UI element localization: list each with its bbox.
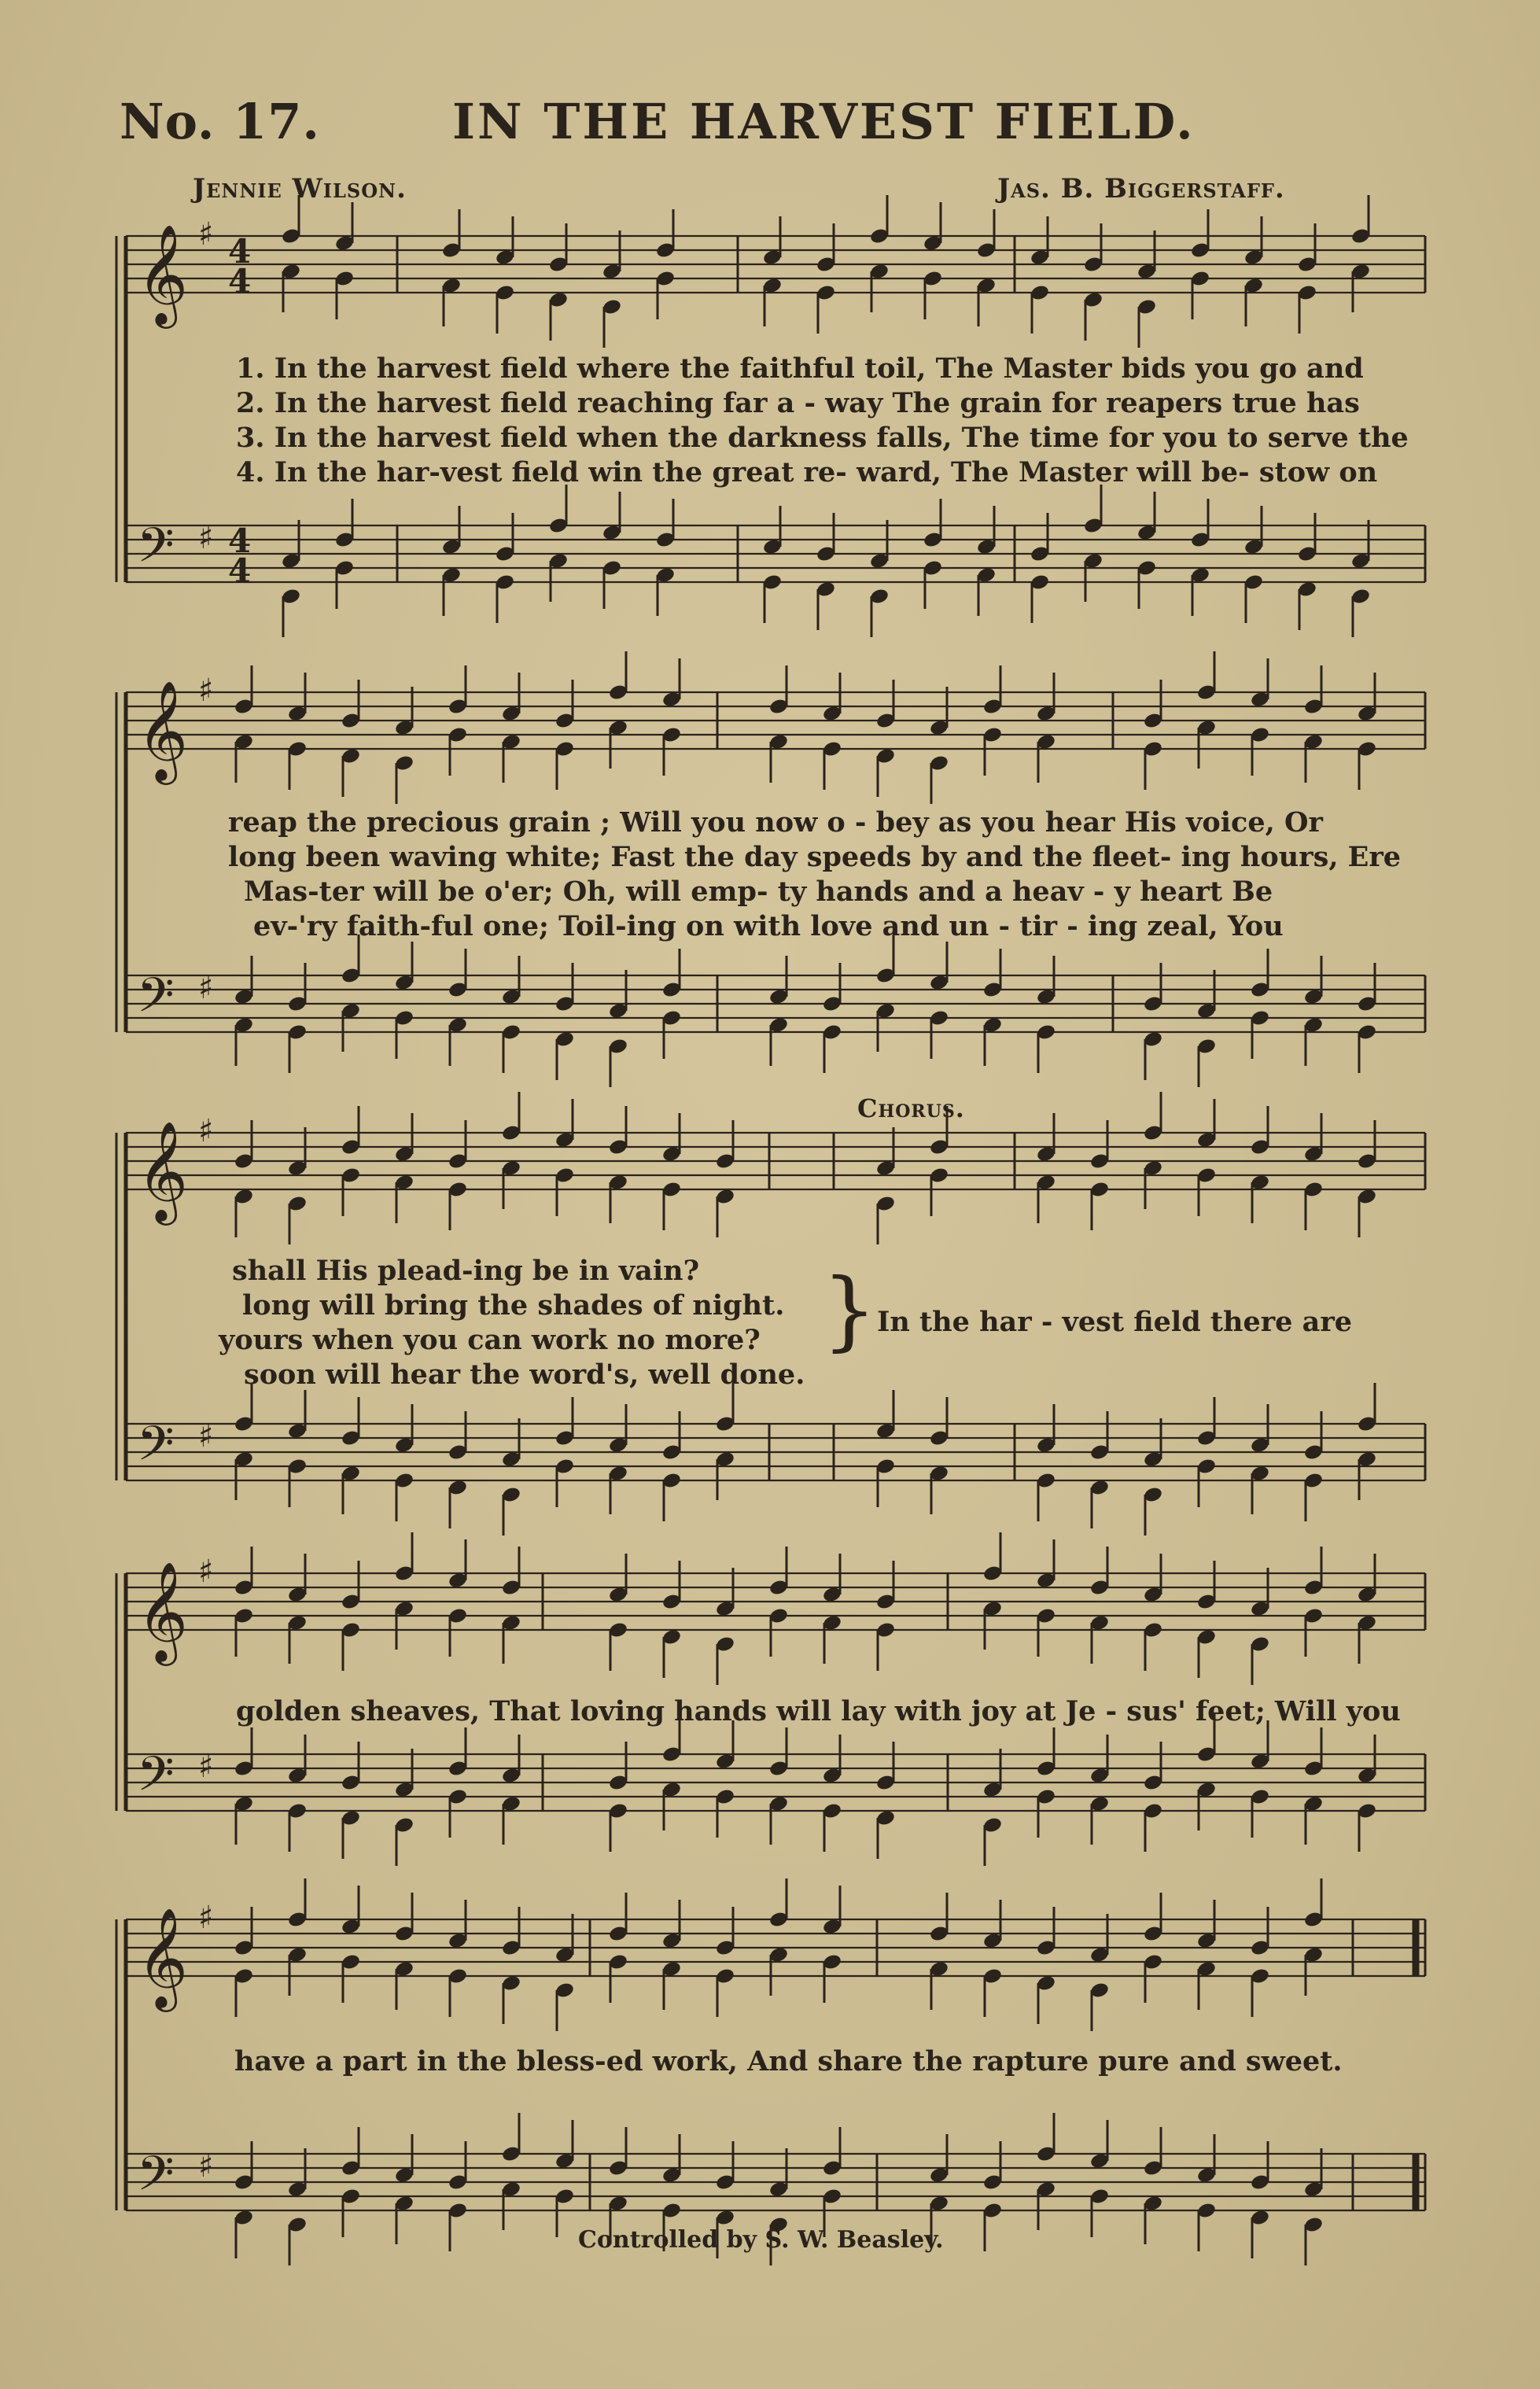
verse-2-line-1: 2. In the harvest field reaching far a - way The grain for reapers true has — [236, 387, 1360, 419]
key-signature-sharp: ♯ — [198, 1748, 214, 1785]
key-signature-sharp: ♯ — [198, 672, 214, 709]
bass-clef: 𝄢 — [137, 968, 175, 1035]
treble-clef: 𝄞 — [137, 223, 189, 324]
composer-credit: Jas. B. Biggerstaff. — [997, 173, 1285, 205]
hymn-number: No. 17. — [120, 93, 320, 150]
key-signature-sharp: ♯ — [198, 519, 214, 556]
verse-4-line-2: ev-'ry faith-ful one; Toil-ing on with love and un - tir - ing zeal, You — [253, 910, 1284, 942]
time-signature-top: 4 — [228, 232, 252, 271]
verse-3-line-2: Mas-ter will be o'er; Oh, will emp- ty hands and a heav - y heart Be — [244, 876, 1273, 908]
treble-clef: 𝄞 — [137, 1120, 189, 1221]
treble-clef: 𝄞 — [137, 1561, 189, 1661]
treble-clef: 𝄞 — [137, 1907, 189, 2007]
copyright-credit: Controlled by S. W. Beasley. — [578, 2226, 944, 2254]
verse-4-line-3: soon will hear the word's, well done. — [244, 1359, 805, 1391]
bass-clef: 𝄢 — [137, 1746, 175, 1814]
chorus-line-3: have a part in the bless-ed work, And share the rapture pure and sweet. — [234, 2045, 1343, 2077]
key-signature-sharp: ♯ — [198, 1112, 214, 1149]
verse-brace: } — [822, 1259, 877, 1360]
key-signature-sharp: ♯ — [198, 969, 214, 1006]
chorus-label: Chorus. — [857, 1093, 965, 1123]
hymn-title: IN THE HARVEST FIELD. — [452, 93, 1196, 150]
bass-clef: 𝄢 — [137, 2146, 175, 2214]
verse-3-line-3: yours when you can work no more? — [219, 1324, 761, 1356]
chorus-line-2: golden sheaves, That loving hands will lay with joy at Je - sus' feet; Will you — [236, 1695, 1401, 1727]
verse-1-line-2: reap the precious grain ; Will you now o - bey as you hear His voice, Or — [228, 806, 1323, 839]
verse-2-line-3: long will bring the shades of night. — [242, 1289, 785, 1322]
verse-2-line-2: long been waving white; Fast the day speeds by and the fleet- ing hours, Ere — [228, 841, 1402, 873]
chorus-line-1: In the har - vest field there are — [877, 1306, 1353, 1338]
time-signature-bottom: 4 — [228, 551, 252, 590]
key-signature-sharp: ♯ — [198, 1553, 214, 1590]
key-signature-sharp: ♯ — [198, 216, 214, 253]
key-signature-sharp: ♯ — [198, 1418, 214, 1454]
key-signature-sharp: ♯ — [198, 2148, 214, 2184]
key-signature-sharp: ♯ — [198, 1899, 214, 1936]
time-signature-top: 4 — [228, 522, 252, 560]
time-signature-bottom: 4 — [228, 262, 252, 300]
bass-clef: 𝄢 — [137, 518, 175, 585]
verse-1-line-3: shall His plead-ing be in vain? — [232, 1255, 700, 1287]
bass-clef: 𝄢 — [137, 1416, 175, 1484]
verse-1-line-1: 1. In the harvest field where the faithful toil, The Master bids you go and — [236, 352, 1364, 385]
lyricist-credit: Jennie Wilson. — [193, 173, 407, 205]
verse-3-line-1: 3. In the harvest field when the darkness falls, The time for you to serve the — [236, 422, 1409, 454]
verse-4-line-1: 4. In the har-vest field win the great re- ward, The Master will be- stow on — [236, 456, 1378, 488]
treble-clef: 𝄞 — [137, 680, 189, 780]
